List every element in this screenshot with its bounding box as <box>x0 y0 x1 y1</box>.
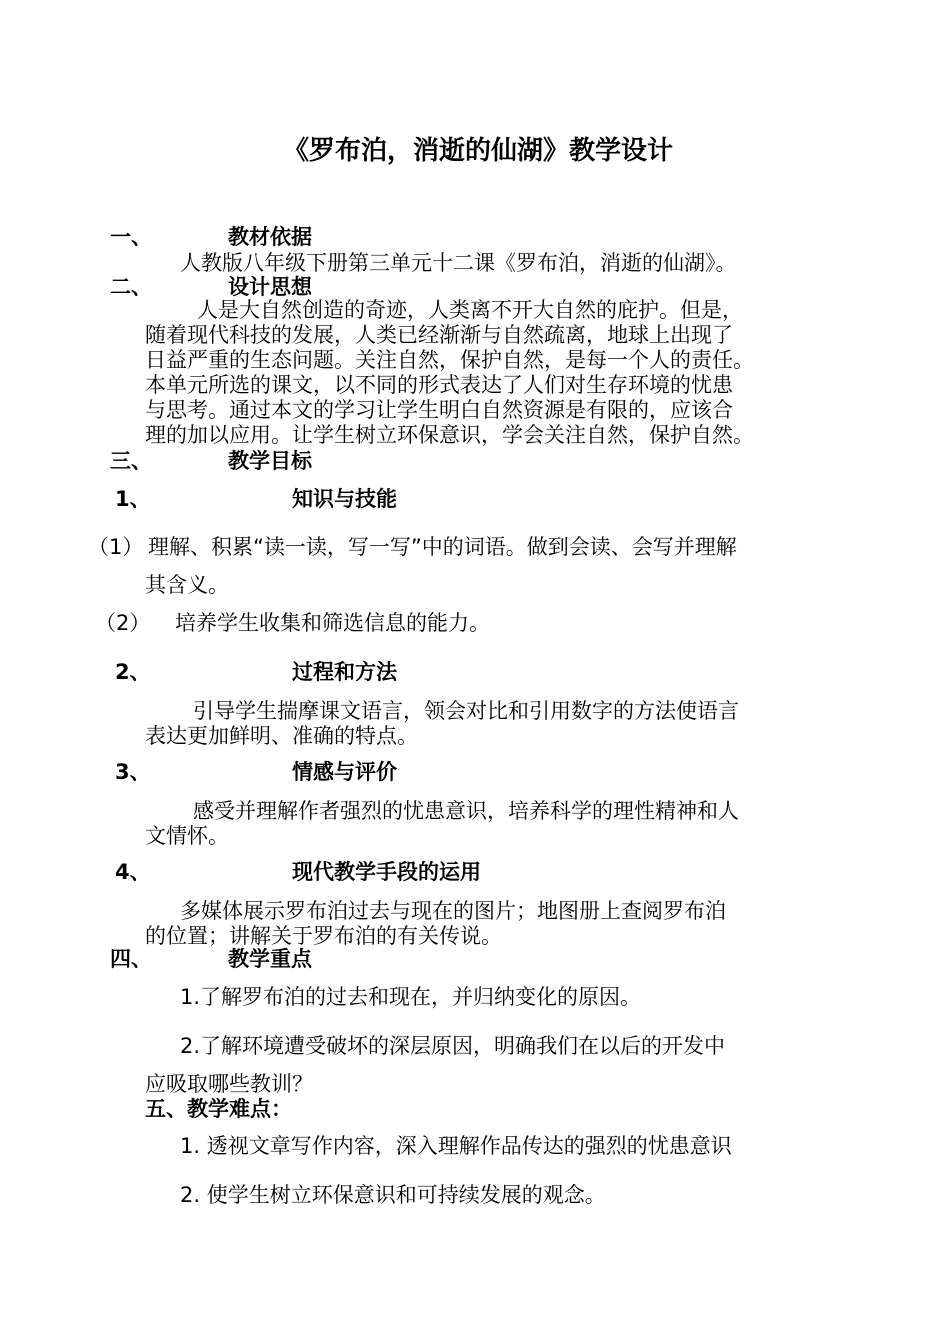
goal-1-heading: 知识与技能 <box>292 487 397 511</box>
goal-2-number: 2、 <box>115 660 151 684</box>
section-1-number: 一、 <box>110 225 152 249</box>
section-4-point-2-line-2: 应吸取哪些教训？ <box>145 1072 313 1096</box>
goal-4-number: 4、 <box>115 860 151 884</box>
section-4-number: 四、 <box>110 947 152 971</box>
document-title: 《罗布泊，消逝的仙湖》教学设计 <box>283 136 674 166</box>
goal-2-line-1: 引导学生揣摩课文语言，领会对比和引用数字的方法使语言 <box>193 699 739 723</box>
goal-4-line-1: 多媒体展示罗布泊过去与现在的图片；地图册上查阅罗布泊 <box>180 899 726 923</box>
goal-3-number: 3、 <box>115 760 151 784</box>
section-5-point-1: 1. 透视文章写作内容，深入理解作品传达的强烈的忧患意识 <box>180 1134 732 1158</box>
goal-3-line-2: 文情怀。 <box>145 824 229 848</box>
section-4-point-2-line-1: 2.了解环境遭受破坏的深层原因，明确我们在以后的开发中 <box>180 1034 726 1058</box>
section-4-point-1: 1.了解罗布泊的过去和现在，并归纳变化的原因。 <box>180 985 642 1009</box>
goal-1-item-1-line-2: 其含义。 <box>145 573 229 597</box>
goal-4-line-2: 的位置；讲解关于罗布泊的有关传说。 <box>145 924 502 948</box>
paragraph-line: 理的加以应用。让学生树立环保意识，学会关注自然，保护自然。 <box>145 423 754 447</box>
section-5-heading: 五、教学难点： <box>145 1097 292 1121</box>
goal-1-item-1-mark: （1） <box>88 535 144 559</box>
goal-2-heading: 过程和方法 <box>292 660 397 684</box>
section-2-heading: 设计思想 <box>228 275 312 299</box>
goal-1-item-2-text: 培养学生收集和筛选信息的能力。 <box>175 611 490 635</box>
section-4-heading: 教学重点 <box>228 947 312 971</box>
section-2-number: 二、 <box>110 275 152 299</box>
paragraph-line: 本单元所选的课文，以不同的形式表达了人们对生存环境的忧患 <box>145 373 733 397</box>
section-2-paragraph <box>145 298 754 448</box>
goal-3-heading: 情感与评价 <box>292 760 397 784</box>
paragraph-line: 人是大自然创造的奇迹，人类离不开大自然的庇护。但是， <box>197 298 743 322</box>
goal-1-number: 1、 <box>115 487 151 511</box>
section-3-heading: 教学目标 <box>228 449 312 473</box>
paragraph-line: 日益严重的生态问题。关注自然，保护自然，是每一个人的责任。 <box>145 348 754 372</box>
goal-2-line-2: 表达更加鲜明、准确的特点。 <box>145 724 418 748</box>
goal-1-item-1-line-1: 理解、积累“读一读，写一写”中的词语。做到会读、会写并理解 <box>148 535 737 559</box>
paragraph-line: 与思考。通过本文的学习让学生明白自然资源是有限的，应该合 <box>145 398 733 422</box>
paragraph-line: 随着现代科技的发展，人类已经渐渐与自然疏离，地球上出现了 <box>145 323 733 347</box>
goal-1-item-2-mark: （2） <box>95 611 151 635</box>
section-3-number: 三、 <box>110 449 152 473</box>
section-1-heading: 教材依据 <box>228 225 312 249</box>
section-5-point-2: 2. 使学生树立环保意识和可持续发展的观念。 <box>180 1183 606 1207</box>
section-1-text: 人教版八年级下册第三单元十二课《罗布泊，消逝的仙湖》。 <box>180 251 737 275</box>
goal-3-line-1: 感受并理解作者强烈的忧患意识，培养科学的理性精神和人 <box>193 799 739 823</box>
goal-4-heading: 现代教学手段的运用 <box>292 860 481 884</box>
